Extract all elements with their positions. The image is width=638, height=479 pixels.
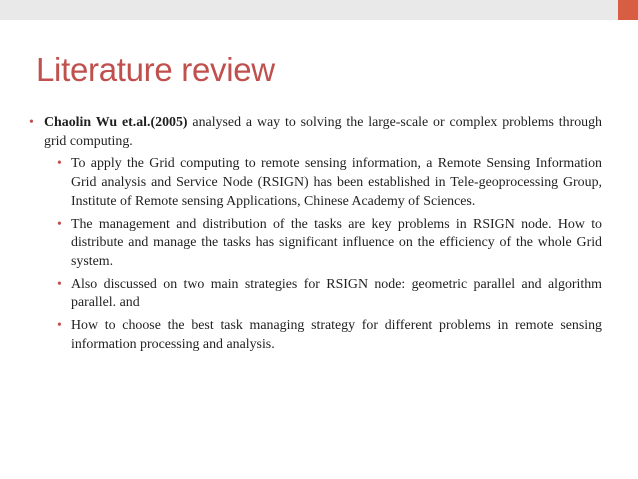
sub-bullet-text: How to choose the best task managing strategy for different problems in remote sensing information processing and analysis. xyxy=(71,318,602,352)
sub-bullet-3 xyxy=(57,276,602,313)
bullet-marker: • xyxy=(57,318,62,334)
bullet-marker: • xyxy=(57,216,62,232)
bullet-list xyxy=(0,114,638,358)
sub-bullet-text: The management and distribution of the tasks are key problems in RSIGN node. How to distribute and manage the tasks has significant influence on the efficiency of the whole Grid system. xyxy=(71,216,602,269)
author-citation: Chaolin Wu et.al.(2005) xyxy=(44,115,188,130)
sub-bullet-list xyxy=(44,155,602,354)
top-accent-block xyxy=(618,0,638,20)
sub-bullet-4 xyxy=(57,317,602,354)
sub-bullet-2 xyxy=(57,216,602,272)
main-bullet xyxy=(29,114,602,354)
sub-bullet-text: Also discussed on two main strategies for RSIGN node: geometric parallel and algorithm parallel. and xyxy=(71,276,602,311)
bullet-marker: • xyxy=(57,156,62,172)
slide-title: Literature review xyxy=(36,51,275,88)
main-bullet-text: analysed a way to solving the large-scale or complex problems through grid computing. xyxy=(44,115,602,149)
sub-bullet-text: To apply the Grid computing to remote sensing information, a Remote Sensing Information Grid analysis and Service Node (RSIGN) has been established in Tele-geoprocessing Group, Institute of Remote sensing Applications, Chinese Academy of Sciences. xyxy=(71,156,602,209)
bullet-marker: • xyxy=(29,115,34,130)
sub-bullet-1 xyxy=(57,155,602,211)
bullet-marker: • xyxy=(57,276,62,292)
top-decorative-bar xyxy=(0,0,638,20)
